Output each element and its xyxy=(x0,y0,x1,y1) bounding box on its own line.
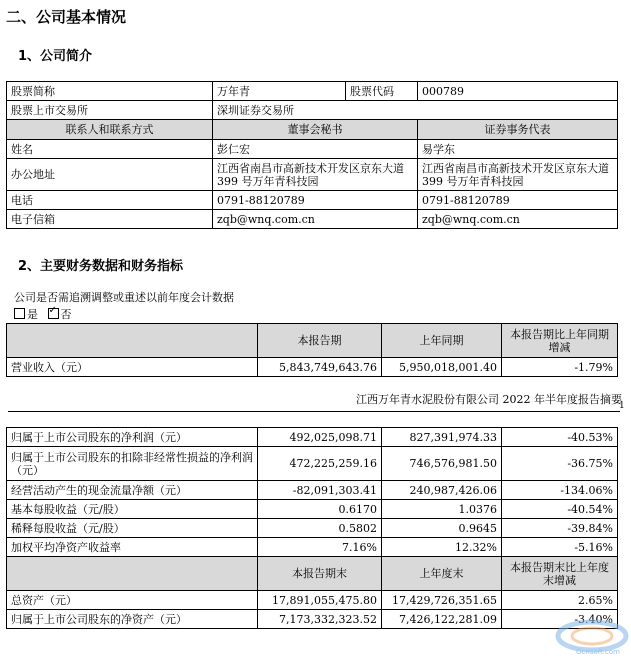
financial-table-part1 xyxy=(6,323,618,377)
page-break-rule xyxy=(8,411,620,412)
diluted-eps-prior: 0.9645 xyxy=(382,519,502,538)
rep-email: zqb@wnq.com.cn xyxy=(418,210,618,229)
subsection-title-financial: 2、主要财务数据和财务指标 xyxy=(18,259,184,274)
section-title: 二、公司基本情况 xyxy=(6,8,127,26)
net-assets-prior: 7,426,122,281.09 xyxy=(382,610,502,629)
total-assets-prior: 17,429,726,351.65 xyxy=(382,591,502,610)
subsection-title-company-profile: 1、公司简介 xyxy=(18,49,93,64)
fin-header2-change: 本报告期末比上年度末增减 xyxy=(502,557,618,591)
restate-options xyxy=(14,306,72,322)
diluted-eps-label: 稀释每股收益（元/股） xyxy=(7,519,258,538)
total-assets-label: 总资产（元） xyxy=(7,591,258,610)
fin-header-change: 本报告期比上年同期增减 xyxy=(502,324,618,358)
cash-flow-current: -82,091,303.41 xyxy=(258,481,382,500)
revenue-current: 5,843,749,643.76 xyxy=(258,358,382,377)
restate-yes-checkbox xyxy=(14,308,25,319)
adjusted-profit-current: 472,225,259.16 xyxy=(258,447,382,481)
restate-no-checkbox xyxy=(48,308,59,319)
stock-code-label: 股票代码 xyxy=(346,82,418,101)
cash-flow-prior: 240,987,426.06 xyxy=(382,481,502,500)
secretary-address: 江西省南昌市高新技术开发区京东大道 399 号万年青科技园 xyxy=(213,159,418,191)
watermark-logo xyxy=(520,610,630,657)
page-number: 1 xyxy=(619,401,625,411)
restate-yes-label: 是 xyxy=(27,308,38,321)
adjusted-profit-label: 归属于上市公司股东的扣除非经常性损益的净利润（元） xyxy=(7,447,258,481)
fin-header2-blank xyxy=(7,557,258,591)
secretary-header: 董事会秘书 xyxy=(213,120,418,140)
net-assets-label: 归属于上市公司股东的净资产（元） xyxy=(7,610,258,629)
basic-eps-change: -40.54% xyxy=(502,500,618,519)
stock-code-value: 000789 xyxy=(418,82,618,101)
basic-eps-current: 0.6170 xyxy=(258,500,382,519)
revenue-change: -1.79% xyxy=(502,358,618,377)
net-profit-current: 492,025,098.71 xyxy=(258,428,382,447)
stock-abbr-label: 股票简称 xyxy=(7,82,213,101)
rep-header: 证券事务代表 xyxy=(418,120,618,140)
fin-header2-prior: 上年度末 xyxy=(382,557,502,591)
fin-header-current: 本报告期 xyxy=(258,324,382,358)
contact-header: 联系人和联系方式 xyxy=(7,120,213,140)
secretary-phone: 0791-88120789 xyxy=(213,191,418,210)
rep-address: 江西省南昌市高新技术开发区京东大道 399 号万年青科技园 xyxy=(418,159,618,191)
basic-eps-prior: 1.0376 xyxy=(382,500,502,519)
restate-no-label: 否 xyxy=(60,308,72,321)
page-header: 江西万年青水泥股份有限公司 2022 年半年度报告摘要 xyxy=(356,393,622,406)
watermark-swirl-icon xyxy=(520,610,630,657)
roe-label: 加权平均净资产收益率 xyxy=(7,538,258,557)
financial-table-part2 xyxy=(6,427,618,629)
fin-header-blank xyxy=(7,324,258,358)
roe-prior: 12.32% xyxy=(382,538,502,557)
adjusted-profit-prior: 746,576,981.50 xyxy=(382,447,502,481)
revenue-label: 营业收入（元） xyxy=(7,358,258,377)
restate-question: 公司是否需追溯调整或重述以前年度会计数据 xyxy=(14,291,234,304)
company-info-table xyxy=(6,81,618,229)
name-label: 姓名 xyxy=(7,140,213,159)
secretary-name: 彭仁宏 xyxy=(213,140,418,159)
fin-header-prior: 上年同期 xyxy=(382,324,502,358)
secretary-email: zqb@wnq.com.cn xyxy=(213,210,418,229)
cash-flow-label: 经营活动产生的现金流量净额（元） xyxy=(7,481,258,500)
net-profit-label: 归属于上市公司股东的净利润（元） xyxy=(7,428,258,447)
total-assets-current: 17,891,055,475.80 xyxy=(258,591,382,610)
rep-phone: 0791-88120789 xyxy=(418,191,618,210)
rep-name: 易学东 xyxy=(418,140,618,159)
diluted-eps-change: -39.84% xyxy=(502,519,618,538)
net-profit-change: -40.53% xyxy=(502,428,618,447)
net-assets-current: 7,173,332,323.52 xyxy=(258,610,382,629)
phone-label: 电话 xyxy=(7,191,213,210)
adjusted-profit-change: -36.75% xyxy=(502,447,618,481)
fin-header2-current: 本报告期末 xyxy=(258,557,382,591)
exchange-label: 股票上市交易所 xyxy=(7,101,213,120)
watermark-text: Ocnsoft.com xyxy=(576,648,620,656)
net-assets-change: -3.40% xyxy=(502,610,618,629)
email-label: 电子信箱 xyxy=(7,210,213,229)
revenue-prior: 5,950,018,001.40 xyxy=(382,358,502,377)
cash-flow-change: -134.06% xyxy=(502,481,618,500)
address-label: 办公地址 xyxy=(7,159,213,191)
net-profit-prior: 827,391,974.33 xyxy=(382,428,502,447)
total-assets-change: 2.65% xyxy=(502,591,618,610)
exchange-value: 深圳证券交易所 xyxy=(213,101,618,120)
stock-abbr-value: 万年青 xyxy=(213,82,346,101)
basic-eps-label: 基本每股收益（元/股） xyxy=(7,500,258,519)
roe-current: 7.16% xyxy=(258,538,382,557)
diluted-eps-current: 0.5802 xyxy=(258,519,382,538)
roe-change: -5.16% xyxy=(502,538,618,557)
